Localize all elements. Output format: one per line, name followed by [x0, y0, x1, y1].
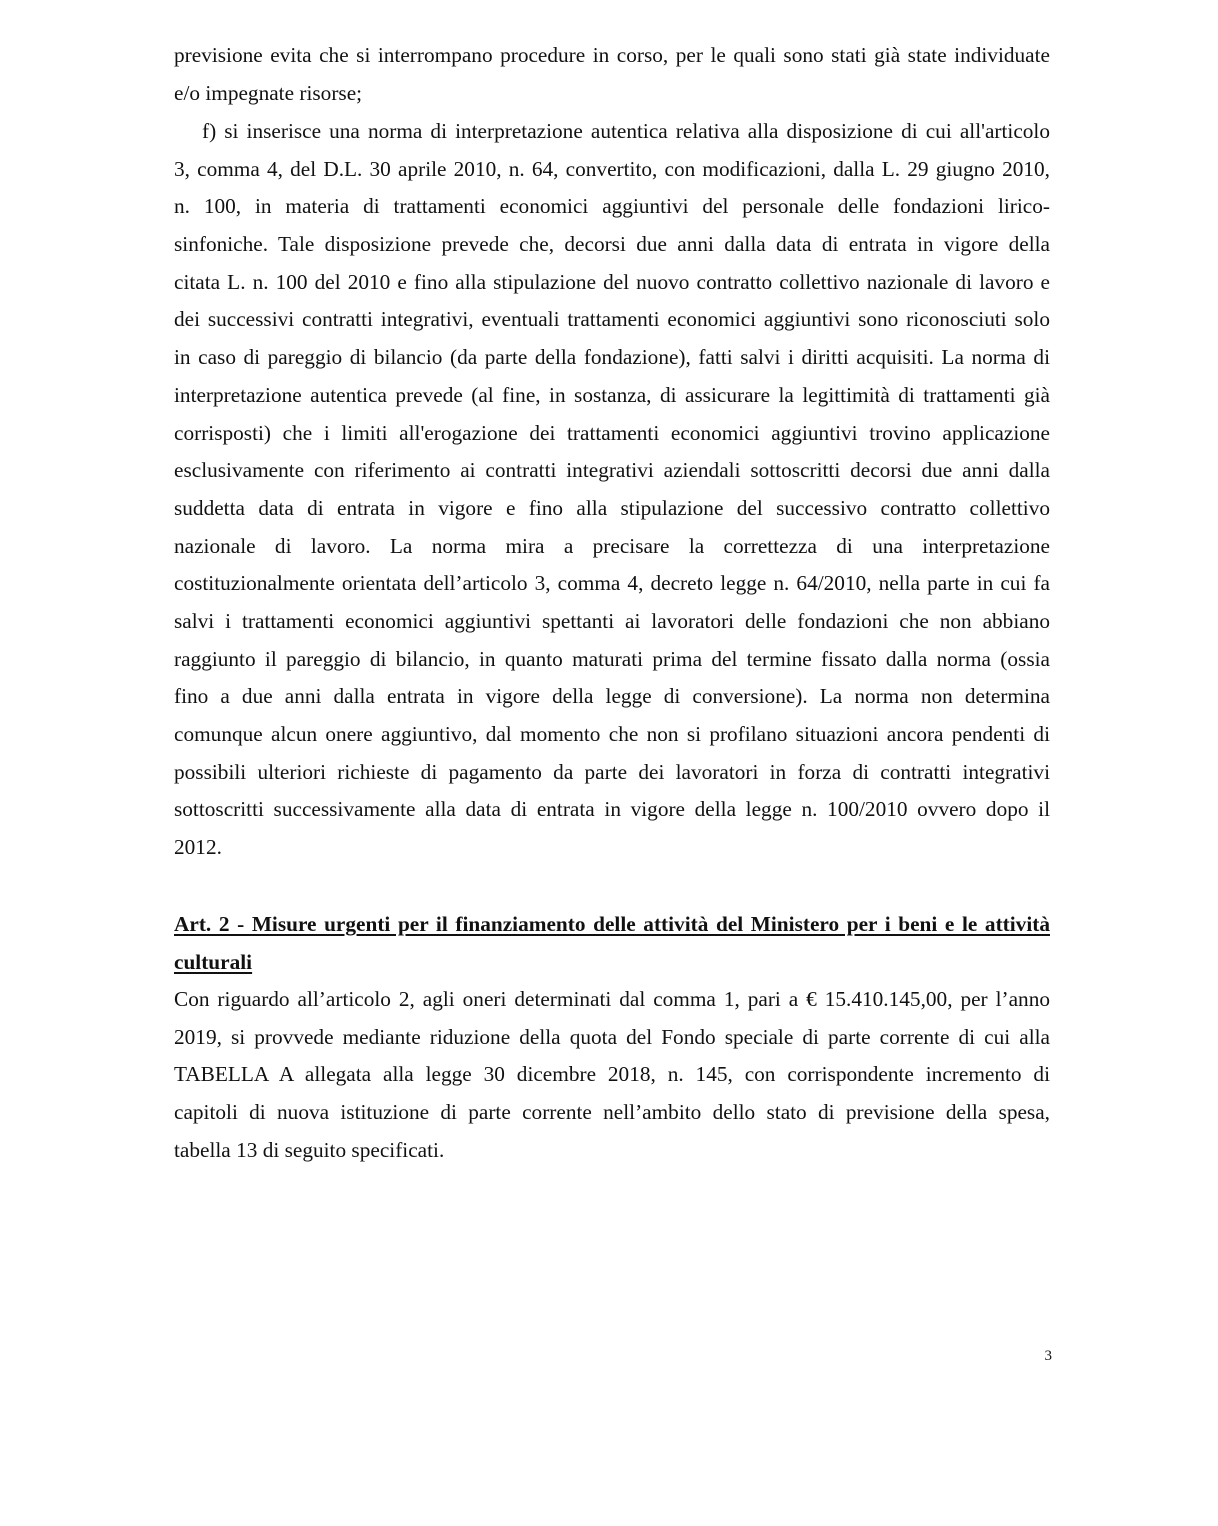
text-line: 2019, si provvede mediante riduzione della quota del Fondo speciale di parte corrente di cui alla	[174, 1024, 1050, 1049]
text-line: Con riguardo all’articolo 2, agli oneri determinati dal comma 1, pari a € 15.410.145,00, per l’anno	[174, 987, 1050, 1011]
text-line: e/o impegnate risorse;	[174, 80, 363, 105]
text-line: n. 100, in materia di trattamenti economici aggiuntivi del personale delle fondazioni lirico-	[174, 194, 1050, 219]
text-line: TABELLA A allegata alla legge 30 dicembre 2018, n. 145, con corrispondente incremento di	[174, 1062, 1050, 1087]
text-line: in caso di pareggio di bilancio (da parte della fondazione), fatti salvi i diritti acquisiti. La norma di	[174, 345, 1050, 370]
text-line: possibili ulteriori richieste di pagamento da parte dei lavoratori in forza di contratti integrativi	[174, 759, 1050, 784]
text-line: 3, comma 4, del D.L. 30 aprile 2010, n. 64, convertito, con modificazioni, dalla L. 29 giugno 2010,	[174, 156, 1050, 181]
article-2-body	[174, 981, 1050, 1169]
text-line: f) si inserisce una norma di interpretazione autentica relativa alla disposizione di cui all'articolo	[202, 119, 1050, 143]
text-line: corrisposti) che i limiti all'erogazione dei trattamenti economici aggiuntivi trovino applicazione	[174, 420, 1050, 445]
text-line: interpretazione autentica prevede (al fine, in sostanza, di assicurare la legittimità di trattamenti già	[174, 382, 1050, 407]
text-line: 2012.	[174, 835, 222, 860]
paragraph-e-tail	[174, 37, 1050, 112]
text-line: costituzionalmente orientata dell’articolo 3, comma 4, decreto legge n. 64/2010, nella parte in cui fa	[174, 571, 1050, 596]
heading-line: Art. 2 - Misure urgenti per il finanziamento delle attività del Ministero per i beni e le attività	[174, 912, 1050, 936]
text-line: sottoscritti successivamente alla data di entrata in vigore della legge n. 100/2010 ovvero dopo il	[174, 797, 1050, 822]
text-line: previsione evita che si interrompano procedure in corso, per le quali sono stati già state individuate	[174, 43, 1050, 67]
text-line: tabella 13 di seguito specificati.	[174, 1137, 445, 1162]
text-line: nazionale di lavoro. La norma mira a precisare la correttezza di una interpretazione	[174, 533, 1050, 558]
text-line: citata L. n. 100 del 2010 e fino alla stipulazione del nuovo contratto collettivo nazionale di lavoro e	[174, 269, 1050, 294]
text-line: sinfoniche. Tale disposizione prevede che, decorsi due anni dalla data di entrata in vigore della	[174, 232, 1050, 257]
text-line: salvi i trattamenti economici aggiuntivi spettanti ai lavoratori delle fondazioni che non abbiano	[174, 608, 1050, 633]
text-line: capitoli di nuova istituzione di parte corrente nell’ambito dello stato di previsione della spesa,	[174, 1100, 1050, 1125]
text-line: fino a due anni dalla entrata in vigore della legge di conversione). La norma non determina	[174, 684, 1050, 709]
article-2-heading	[174, 906, 1050, 981]
heading-line: culturali	[174, 949, 253, 974]
text-line: esclusivamente con riferimento ai contratti integrativi aziendali sottoscritti decorsi due anni dalla	[174, 458, 1050, 483]
text-line: suddetta data di entrata in vigore e fino alla stipulazione del successivo contratto collettivo	[174, 495, 1050, 520]
page-number: 3	[1044, 1348, 1052, 1364]
text-line: dei successivi contratti integrativi, eventuali trattamenti economici aggiuntivi sono riconosciuti solo	[174, 307, 1050, 332]
text-line: comunque alcun onere aggiuntivo, dal momento che non si profilano situazioni ancora pendenti di	[174, 722, 1050, 746]
text-line: raggiunto il pareggio di bilancio, in quanto maturati prima del termine fissato dalla norma (ossia	[174, 646, 1050, 671]
paragraph-f	[174, 113, 1050, 867]
